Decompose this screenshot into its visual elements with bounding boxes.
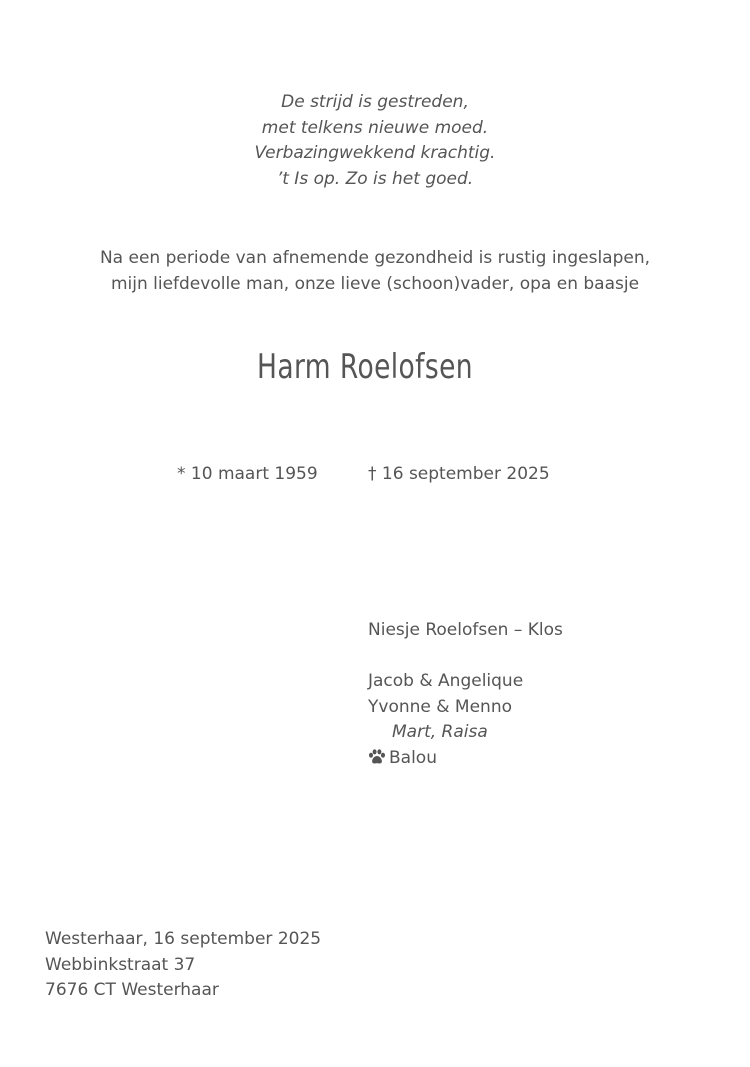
announcement-line: Na een periode van afnemende gezondheid is rustig ingeslapen, xyxy=(99,248,651,268)
poem-line: Verbazingwekkend krachtig. xyxy=(254,143,496,163)
grandchildren: Mart, Raisa xyxy=(392,722,488,742)
address-block xyxy=(45,927,321,1004)
street-address: Webbinkstraat 37 xyxy=(45,954,196,975)
pet-name: Balou xyxy=(389,747,437,768)
child-couple: Yvonne & Menno xyxy=(368,696,512,717)
child-couple: Jacob & Angelique xyxy=(368,671,524,691)
pet-line xyxy=(368,746,523,772)
poem xyxy=(0,90,750,192)
announcement-text xyxy=(0,246,750,297)
death-date: † 16 september 2025 xyxy=(368,464,550,484)
family-spouse xyxy=(368,618,563,644)
poem-line: De strijd is gestreden, xyxy=(281,92,469,112)
poem-line: ’t Is op. Zo is het goed. xyxy=(276,168,474,189)
postal-code-city: 7676 CT Westerhaar xyxy=(45,980,219,1000)
family-list xyxy=(368,669,523,771)
deceased-name: Harm Roelofsen xyxy=(256,347,474,387)
poem-line: met telkens nieuwe moed. xyxy=(261,117,489,138)
spouse-name: Niesje Roelofsen – Klos xyxy=(368,620,563,640)
place-date: Westerhaar, 16 september 2025 xyxy=(45,929,322,949)
announcement-line: mijn liefdevolle man, onze lieve (schoon)vader, opa en baasje xyxy=(110,273,640,294)
paw-icon xyxy=(368,749,386,765)
birth-date: * 10 maart 1959 xyxy=(177,464,318,484)
